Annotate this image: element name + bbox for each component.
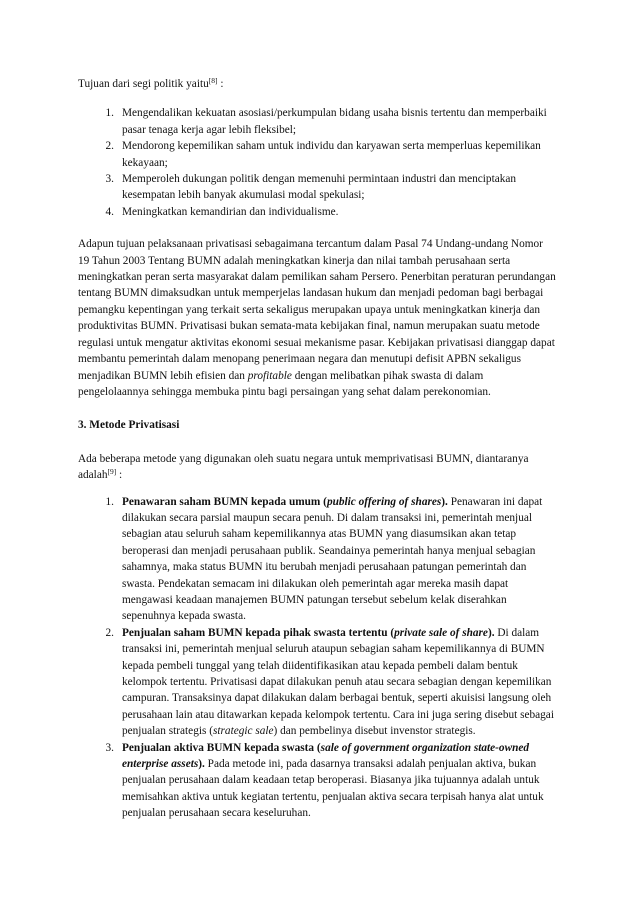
list-item [94, 171, 556, 204]
method-title: Penjualan saham BUMN kepada pihak swasta tertentu [122, 626, 388, 639]
methods-list [94, 494, 556, 822]
method-title-term: private sale of share [394, 626, 488, 639]
list-item-text: Mendorong kepemilikan saham untuk individu dan karyawan serta memperluas kepemilikan kekayaan; [122, 140, 541, 169]
method-body-end: ) dan pembelinya disebut invenstor strategis. [273, 725, 476, 738]
list-number: 1. [105, 107, 114, 120]
method-title: Penjualan aktiva BUMN kepada swasta [122, 741, 315, 754]
objectives-list [94, 105, 556, 220]
list-item [94, 105, 556, 138]
list-item [94, 138, 556, 171]
method-title-term: public offering of shares [326, 495, 442, 508]
objectives-intro: Tujuan dari segi politik yaitu[8] : [78, 76, 224, 90]
list-number: 3. [105, 741, 114, 754]
list-item [94, 204, 556, 220]
list-number: 1. [105, 495, 114, 508]
method-title-term: sale of government organization state-owned enterprise assets [122, 741, 530, 771]
document-page [78, 76, 556, 822]
method-body: Di dalam transaksi ini, pemerintah menjual seluruh ataupun sebagian saham kepemilikannya di BUMN kepada pembeli tunggal yang telah diidentifikasikan atau kepada pembeli dalam bentuk kelompok tertentu. Privatisasi dapat dilakukan penuh atau secara sebagian dengan kepemilikan campuran. Transaksinya dapat dilakukan dalam berbagai bentuk, seperti akuisisi langsung oleh perusahaan lain atau ditawarkan kepada kelompok tertentu. Cara ini juga sering disebut sebagai penjualan strategis ( [122, 626, 554, 738]
list-item: 1. Penawaran saham BUMN kepada umum (public offering of shares). Penawaran ini dapat dilakukan secara parsial maupun secara penuh. Di dalam transaksi ini, pemerintah menjual sebagian atau seluruh saham kepemilikannya atas BUMN yang diasumsikan akan tetap beroperasi dan menjadi perusahaan publik. Seandainya pemerintah hanya menjual sebagian sahamnya, maka status BUMN itu berubah menjadi perusahaan patungan pemerintah dan swasta. Pendekatan semacam ini dilakukan oleh pemerintah agar mereka masih dapat mengawasi keadaan manajemen BUMN patungan tersebut sebelum kelak diserahkan sepenuhnya kepada swasta. [94, 494, 556, 625]
footnote-ref: [9] [107, 467, 117, 477]
method-title: Penawaran saham BUMN kepada umum [122, 495, 321, 508]
list-item: 3. Penjualan aktiva BUMN kepada swasta (sale of government organization state-owned enterprise assets). Pada metode ini, pada dasarnya transaksi adalah penjualan aktiva, bukan penjualan perusahaan dalam keadaan tetap beroperasi. Biasanya jika tujuannya adalah untuk memisahkan aktiva untuk kegiatan tertentu, penjualan aktiva secara terpisah hanya alat untuk penjualan perusahaan secara keseluruhan. [94, 740, 556, 822]
list-number: 2. [105, 140, 114, 153]
method-body: Penawaran ini dapat dilakukan secara parsial maupun secara penuh. Di dalam transaksi ini, pemerintah menjual sebagian atau seluruh saham kepemilikannya atas BUMN yang diasumsikan akan tetap beroperasi dan menjadi perusahaan publik. Seandainya pemerintah hanya menjual sebagian sahamnya, maka status BUMN itu berubah menjadi perusahaan patungan pemerintah dan swasta. Pendekatan semacam ini dilakukan oleh pemerintah agar mereka masih dapat mengawasi keadaan manajemen BUMN patungan tersebut sebelum kelak diserahkan sepenuhnya kepada swasta. [122, 495, 543, 623]
list-item-text: Mengendalikan kekuatan asosiasi/perkumpulan bidang usaha bisnis tertentu dan memperbaiki pasar tenaga kerja agar lebih fleksibel; [122, 107, 547, 136]
footnote-ref: [8] [208, 76, 218, 85]
list-item-text: Meningkatkan kemandirian dan individualisme. [122, 205, 339, 218]
method-body-term: strategic sale [212, 725, 274, 738]
body-paragraph: Adapun tujuan pelaksanaan privatisasi sebagaimana tercantum dalam Pasal 74 Undang-undang Nomor 19 Tahun 2003 Tentang BUMN adalah meningkatkan kinerja dan nilai tambah perusahaan serta meningkatkan peran serta masyarakat dalam pemilikan saham Persero. Penerbitan peraturan perundangan tentang BUMN dimaksudkan untuk memperjelas landasan hukum dan menjadi pedoman bagi berbagai pemangku kepentingan yang terkait serta sekaligus merupakan upaya untuk meningkatkan kinerja dan produktivitas BUMN. Privatisasi bukan semata-mata kebijakan final, namun merupakan suatu metode regulasi untuk mengatur aktivitas ekonomi sesuai mekanisme pasar. Kebijakan privatisasi dianggap dapat membantu pemerintah dalam menopang penerimaan negara dan menutupi defisit APBN sekaligus menjadikan BUMN lebih efisien dan profitable dengan melibatkan pihak swasta di dalam pengelolaannya sehingga membuka pintu bagi persaingan yang sehat dalam perekonomian. [78, 238, 556, 398]
method-body: Pada metode ini, pada dasarnya transaksi adalah penjualan aktiva, bukan penjualan perusahaan dalam keadaan tetap beroperasi. Biasanya jika tujuannya adalah untuk memisahkan aktiva untuk kegiatan tertentu, penjualan aktiva secara terpisah hanya alat untuk penjualan perusahaan secara keseluruhan. [122, 758, 544, 820]
list-number: 2. [105, 626, 114, 639]
section-heading: 3. Metode Privatisasi [78, 419, 180, 432]
list-item: 2. Penjualan saham BUMN kepada pihak swasta tertentu (private sale of share). Di dalam transaksi ini, pemerintah menjual seluruh ataupun sebagian saham kepemilikannya di BUMN kepada pembeli tunggal yang telah diidentifikasikan atau kepada pembeli dalam bentuk kelompok tertentu. Privatisasi dapat dilakukan penuh atau secara sebagian dengan kepemilikan campuran. Transaksinya dapat dilakukan dalam berbagai bentuk, seperti akuisisi langsung oleh perusahaan lain atau ditawarkan kepada kelompok tertentu. Cara ini juga sering disebut sebagai penjualan strategis (strategic sale) dan pembelinya disebut invenstor strategis. [94, 625, 556, 740]
list-number: 3. [105, 173, 114, 186]
list-number: 4. [105, 205, 114, 218]
list-item-text: Memperoleh dukungan politik dengan memenuhi permintaan industri dan menciptakan kesempatan lebih banyak akumulasi modal spekulasi; [122, 173, 517, 202]
methods-intro: Ada beberapa metode yang digunakan oleh suatu negara untuk memprivatisasi BUMN, diantaranya adalah[9] : [78, 452, 529, 482]
